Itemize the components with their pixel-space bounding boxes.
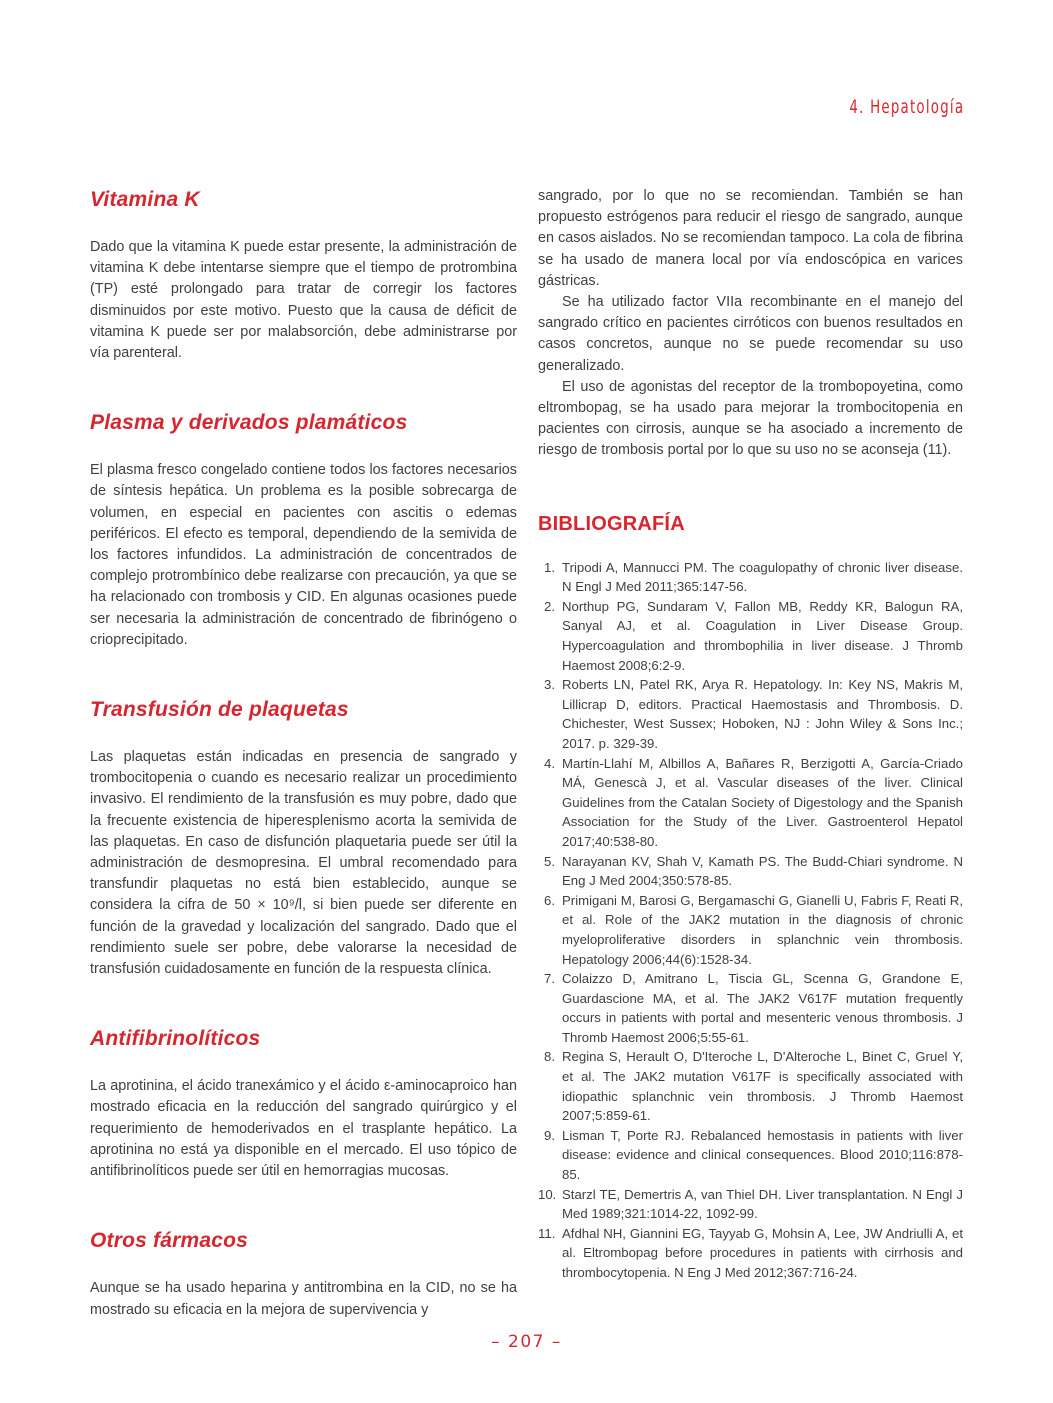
reference-item	[538, 754, 963, 852]
reference-number: 4.	[544, 755, 555, 771]
reference-item	[538, 1185, 963, 1224]
reference-number: 10.	[538, 1186, 557, 1202]
reference-text: Afdhal NH, Giannini EG, Tayyab G, Mohsin A, Lee, JW Andriulli A, et al. Eltrombopag before procedures in patients with cirrhosis and thrombocytopenia. N Eng J Med 2012;367:716-24.	[562, 1225, 963, 1281]
reference-text: Northup PG, Sundaram V, Fallon MB, Reddy KR, Balogun RA, Sanyal AJ, et al. Coagulation in Liver Disease Group. Hypercoagulation and thrombophilia in liver disease. J Thromb Haemost 2008;6:2-9.	[562, 598, 963, 673]
paragraph: El uso de agonistas del receptor de la trombopoyetina, como eltrombopag, se ha usado para mejorar la trombocitopenia en pacientes con cirrosis, aunque se ha asociado a incremento de riesgo de trombosis portal por lo que su uso no se aconseja (11).	[538, 378, 963, 459]
reference-text: Roberts LN, Patel RK, Arya R. Hepatology. In: Key NS, Makris M, Lillicrap D, editors. Practical Haemostasis and Thrombosis. D. Chichester, West Sussex; Hoboken, NJ : John Wiley & Sons Inc.; 2017. p. 329-39.	[562, 677, 963, 751]
reference-text: Regina S, Herault O, D'Iteroche L, D'Alteroche L, Binet C, Gruel Y, et al. The JAK2 mutation V617F is specifically associated with idiopathic splanchnic vein thrombosis. J Thromb Haemost 2007;5:859-61.	[562, 1049, 963, 1124]
reference-item	[538, 852, 963, 891]
reference-item	[538, 891, 963, 969]
reference-number: 2.	[544, 598, 555, 614]
reference-text: Lisman T, Porte RJ. Rebalanced hemostasis in patients with liver disease: evidence and clinical consequences. Blood 2010;116:878-85.	[562, 1127, 963, 1183]
paragraph: La aprotinina, el ácido tranexámico y el ácido ε-aminocaproico han mostrado eficacia en la reducción del sangrado quirúrgico y el requerimiento de hemoderivados en el trasplante hepático. La aprotinina no está ya disponible en el mercado. El uso tópico de antifibrinolíticos puede ser útil en hemorragias mucosas.	[90, 1078, 517, 1180]
reference-text: Colaizzo D, Amitrano L, Tiscia GL, Scenna G, Grandone E, Guardascione MA, et al. The JAK2 V617F mutation frequently occurs in patients with portal and mesenteric venous thrombosis. J Thromb Haemost 2006;5:55-61.	[562, 971, 963, 1045]
right-column	[538, 186, 963, 1283]
left-column	[90, 186, 517, 1321]
paragraph: El plasma fresco congelado contiene todos los factores necesarios de síntesis hepática. Un problema es la posible sobrecarga de volumen, en especial en pacientes con ascitis o edemas periféricos. El efecto es temporal, dependiendo de la semivida de los factores infundidos. La administración de concentrados de complejo protrombínico debe realizarse con precaución, ya que se ha relacionado con trombosis y CID. En algunas ocasiones puede ser necesaria la administración de concentrado de fibrinógeno o crioprecipitado.	[90, 462, 517, 648]
reference-item	[538, 1224, 963, 1283]
reference-number: 3.	[544, 677, 555, 693]
paragraph: Las plaquetas están indicadas en presencia de sangrado y trombocitopenia o cuando es necesario realizar un procedimiento invasivo. El rendimiento de la transfusión es muy pobre, dado que la frecuente existencia de hiperesplenismo acorta la semivida de las plaquetas. En caso de disfunción plaquetaria puede ser útil la administración de desmopresina. El umbral recomendado para transfundir plaquetas no está bien establecido, aunque se considera la cifra de 50 × 10⁹/l, si bien puede ser diferente en función de la gravedad y localización del sangrado. Dado que el rendimiento suele ser pobre, debe valorarse la necesidad de transfusión cuidadosamente en función de la respuesta clínica.	[90, 749, 517, 978]
reference-text: Narayanan KV, Shah V, Kamath PS. The Budd-Chiari syndrome. N Eng J Med 2004;350:578-85.	[562, 853, 963, 889]
section-heading: Transfusión de plaquetas	[90, 698, 349, 722]
reference-text: Tripodi A, Mannucci PM. The coagulopathy of chronic liver disease. N Engl J Med 2011;365:147-56.	[562, 559, 963, 595]
reference-item	[538, 597, 963, 675]
reference-number: 9.	[544, 1127, 555, 1143]
reference-list	[538, 558, 963, 1283]
section-heading: Plasma y derivados plamáticos	[90, 411, 408, 435]
reference-number: 6.	[544, 892, 555, 908]
reference-item	[538, 1126, 963, 1185]
reference-number: 1.	[544, 559, 555, 575]
running-header: 4. Hepatología	[849, 96, 964, 118]
bibliography-heading: BIBLIOGRAFÍA	[538, 512, 685, 535]
reference-number: 11.	[538, 1225, 556, 1241]
page-number: – 207 –	[491, 1332, 562, 1352]
paragraph: Aunque se ha usado heparina y antitrombina en la CID, no se ha mostrado su eficacia en la mejora de supervivencia y	[90, 1280, 517, 1318]
reference-text: Martín-Llahí M, Albillos A, Bañares R, Berzigotti A, García-Criado MÁ, Genescà J, et al. Vascular diseases of the liver. Clinical Guidelines from the Catalan Society of Digestology and the Spanish Association for the Study of the Liver. Gastroenterol Hepatol 2017;40:538-80.	[562, 755, 963, 849]
paragraph: Dado que la vitamina K puede estar presente, la administración de vitamina K debe intentarse siempre que el tiempo de protrombina (TP) esté prolongado para tratar de corregir los factores disminuidos por este motivo. Puesto que la causa de déficit de vitamina K puede ser por malabsorción, debe administrarse por vía parenteral.	[90, 239, 517, 362]
reference-item	[538, 969, 963, 1047]
paragraph: sangrado, por lo que no se recomiendan. También se han propuesto estrógenos para reducir el riesgo de sangrado, aunque en casos aislados. No se recomiendan tampoco. La cola de fibrina se ha usado de manera local por vía endoscópica en varices gástricas.	[538, 188, 963, 289]
paragraph: Se ha utilizado factor VIIa recombinante en el manejo del sangrado crítico en pacientes cirróticos con buenos resultados en casos concretos, aunque no se puede recomendar su uso generalizado.	[538, 294, 963, 374]
reference-number: 7.	[544, 971, 555, 987]
reference-item	[538, 558, 963, 597]
reference-text: Starzl TE, Demertris A, van Thiel DH. Liver transplantation. N Engl J Med 1989;321:1014-22, 1092-99.	[562, 1186, 963, 1222]
section-heading: Vitamina K	[90, 188, 200, 211]
section-heading: Otros fármacos	[90, 1229, 249, 1253]
reference-number: 8.	[544, 1049, 555, 1065]
reference-item	[538, 1047, 963, 1125]
section-heading: Antifibrinolíticos	[90, 1027, 261, 1051]
reference-item	[538, 675, 963, 753]
reference-text: Primigani M, Barosi G, Bergamaschi G, Gianelli U, Fabris F, Reati R, et al. Role of the JAK2 mutation in the diagnosis of chronic myeloproliferative disorders in splanchnic vein thrombosis. Hepatology 2006;44(6):1528-34.	[562, 892, 963, 967]
reference-number: 5.	[544, 853, 555, 869]
